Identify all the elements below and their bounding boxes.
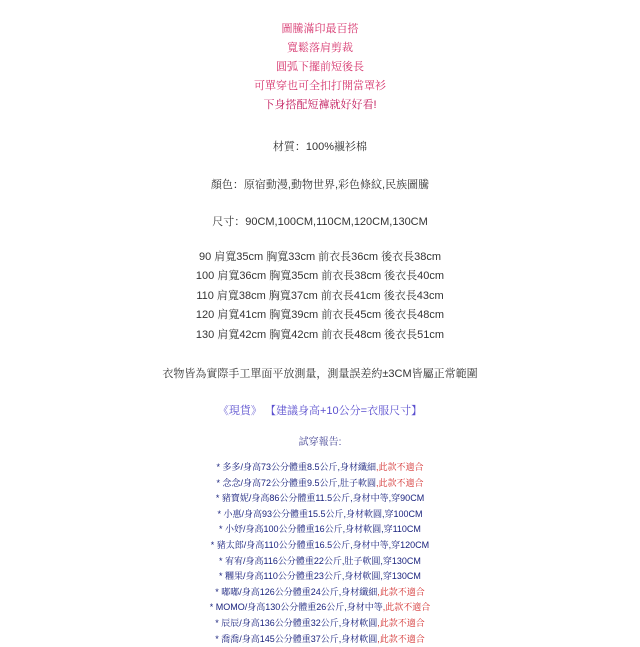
report-item [0,616,640,632]
report-item [0,460,640,476]
trial-report-title: 試穿報告: [298,437,342,448]
report-verdict: ,此款不適合 [382,602,431,613]
report-item [0,632,640,647]
intro-block [0,20,640,115]
report-text: * 豬寶妮/身高86公分體重11.5公斤,身材中等,穿90CM [215,493,425,504]
report-text: * 辰辰/身高136公分體重32公斤,身材軟圓 [215,617,378,628]
sizes-available-text: 尺寸：90CM,100CM,110CM,120CM,130CM [212,216,428,228]
size-row: 100 肩寬36cm 胸寬35cm 前衣長38cm 後衣長40cm [195,270,445,283]
report-verdict: ,此款不適合 [377,633,425,644]
report-verdict: ,此款不適合 [376,462,424,472]
report-text: * 豬太郎/身高110公分體重16.5公斤,身材中等,穿120CM [210,539,430,550]
report-item [0,600,640,616]
intro-line-1: 圖騰滿印最百搭 [281,23,359,35]
stock-label: 《現貨》 [217,405,262,417]
intro-line-4: 可單穿也可全扣打開當罩衫 [254,80,386,92]
report-item [0,585,640,601]
report-item [0,507,640,523]
size-row: 90 肩寬35cm 胸寬33cm 前衣長36cm 後衣長38cm [198,251,442,263]
report-item [0,554,640,570]
size-row: 120 肩寬41cm 胸寬39cm 前衣長45cm 後衣長48cm [195,309,445,322]
stock-note [0,402,640,418]
report-text: * MOMO/身高130公分體重26公斤,身材中等 [209,602,383,613]
size-measurements [0,248,640,345]
report-item [0,538,640,554]
size-row: 130 肩寬42cm 胸寬42cm 前衣長48cm 後衣長51cm [195,328,445,341]
report-item [0,569,640,585]
report-item [0,522,640,538]
intro-line-5: 下身搭配短褲就好好看! [263,99,377,111]
report-text: * 宥宥/身高116公分體重22公斤,肚子軟圓,穿130CM [219,555,421,566]
report-verdict: ,此款不適合 [377,617,425,628]
color-text: 顏色：原宿動漫,動物世界,彩色條紋,民族圖騰 [210,179,430,191]
report-text: * 多多/身高73公分體重8.5公斤,身材纖細 [216,462,376,472]
report-verdict: ,此款不適合 [376,477,424,488]
intro-line-2: 寬鬆落肩剪裁 [287,42,353,54]
material-text: 材質：100%襯衫棉 [272,141,368,153]
report-text: * 喬喬/身高145公分體重37公斤,身材軟圓 [215,633,378,644]
report-text: * 嘟嘟/身高126公分體重24公斤,身材纖細 [215,586,378,597]
report-text: * 念念/身高72公分體重9.5公斤,肚子軟圓 [216,477,376,488]
report-item [0,491,640,507]
report-verdict: ,此款不適合 [377,586,425,597]
size-advice: 【建議身高+10公分=衣服尺寸】 [264,405,423,417]
report-item [0,476,640,492]
measurement-note: 衣物皆為實際手工單面平放測量，測量誤差約±3CM皆屬正常範圍 [162,368,478,380]
report-text: * 小惠/身高93公分體重15.5公斤,身材軟圓,穿100CM [217,508,423,519]
size-row: 110 肩寬38cm 胸寬37cm 前衣長41cm 後衣長43cm [196,289,444,302]
report-text: * 糰果/身高110公分體重23公斤,身材軟圓,穿130CM [219,571,421,582]
report-text: * 小妤/身高100公分體重16公斤,身材軟圓,穿110CM [219,524,421,535]
intro-line-3: 圓弧下擺前短後長 [276,61,364,73]
trial-report-list [0,460,640,647]
